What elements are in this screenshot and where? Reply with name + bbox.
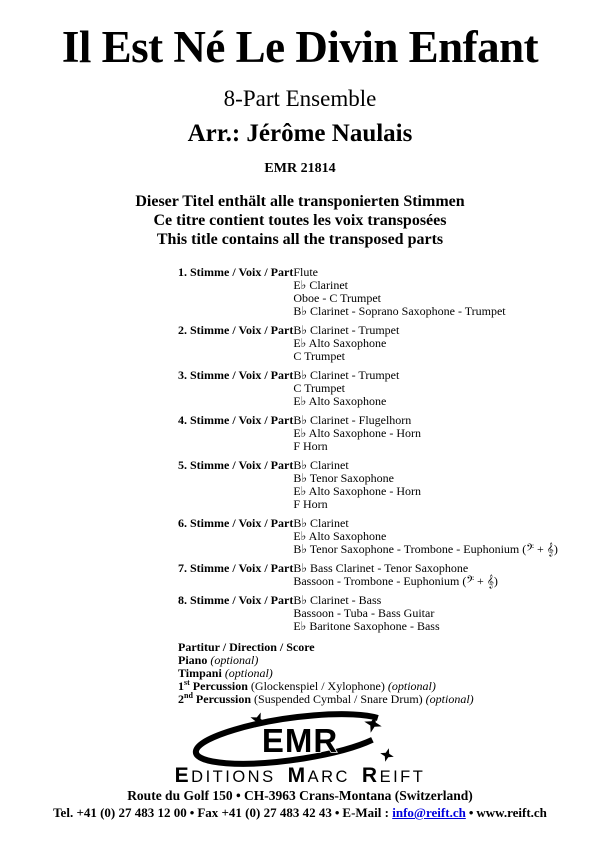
part-instruments (293, 369, 399, 408)
score-line-partitur: Partitur / Direction / Score (178, 640, 315, 654)
instrument-line: B♭ Clarinet - Flugelhorn (293, 413, 412, 427)
part-instruments (293, 324, 399, 363)
instrument-line: E♭ Alto Saxophone - Horn (293, 484, 421, 498)
parts-list (178, 266, 600, 633)
part-label: 2. Stimme / Voix / Part (178, 323, 294, 337)
score-line-piano: Piano (optional) (178, 653, 259, 667)
instrument-line: C Trumpet (293, 349, 346, 363)
part-label: 7. Stimme / Voix / Part (178, 561, 294, 575)
bullet-separator: • (334, 805, 340, 820)
star-icon (378, 746, 395, 763)
part-row-6 (178, 517, 600, 556)
instrument-line: B♭ Clarinet (293, 458, 349, 472)
instrument-line: E♭ Alto Saxophone (293, 394, 387, 408)
arranger-line: Arr.: Jérôme Naulais (187, 120, 413, 147)
instrument-line: B♭ Clarinet - Bass (293, 593, 382, 607)
instrument-line: F Horn (293, 439, 328, 453)
part-row-4 (178, 414, 600, 453)
score-line-percussion-2: 2nd Percussion (Suspended Cymbal / Snare Drum) (optional) (178, 691, 474, 706)
notice-french: Ce titre contient toutes les voix transposées (153, 212, 447, 229)
publisher-block (0, 711, 600, 821)
instrument-line-with-clefs: B♭ Tenor Saxophone - Trombone - Euphonium (𝄢 + 𝄞) (293, 542, 558, 556)
part-instruments (293, 562, 498, 588)
instrument-line: F Horn (293, 497, 328, 511)
contact-line (0, 805, 600, 821)
instrument-line-with-clefs: Bassoon - Trombone - Euphonium (𝄢 + 𝄞) (293, 574, 498, 588)
instrument-line: B♭ Bass Clarinet - Tenor Saxophone (293, 561, 469, 575)
part-instruments (293, 266, 505, 318)
part-instruments (293, 517, 558, 556)
bullet-separator: • (468, 805, 474, 820)
instrument-line: B♭ Clarinet - Trumpet (293, 368, 400, 382)
part-label: 3. Stimme / Voix / Part (178, 368, 294, 382)
tel-text: Tel. +41 (0) 27 483 12 00 (53, 805, 187, 820)
part-row-7 (178, 562, 600, 588)
email-link[interactable]: info@reift.ch (392, 805, 466, 820)
ensemble-subtitle: 8-Part Ensemble (223, 86, 377, 111)
score-line-timpani: Timpani (optional) (178, 666, 273, 680)
score-section (178, 641, 600, 706)
instrument-line: B♭ Clarinet - Soprano Saxophone - Trumpet (293, 304, 506, 318)
emr-logo-text: EMR (261, 722, 339, 759)
instrument-line: E♭ Alto Saxophone (293, 336, 387, 350)
publisher-word: EDITIONS (174, 764, 276, 787)
instrument-line: B♭ Clarinet - Trumpet (293, 323, 400, 337)
instrument-line: Flute (293, 265, 318, 279)
instrument-line: E♭ Alto Saxophone - Horn (293, 426, 421, 440)
part-instruments (293, 459, 421, 511)
part-label: 6. Stimme / Voix / Part (178, 516, 294, 530)
part-instruments (293, 414, 421, 453)
part-label: 4. Stimme / Voix / Part (178, 413, 294, 427)
notice-english: This title contains all the transposed parts (156, 231, 444, 248)
instrument-line: E♭ Clarinet (293, 278, 348, 292)
bullet-separator: • (189, 805, 195, 820)
instrument-line: B♭ Clarinet (293, 516, 349, 530)
publisher-name (0, 764, 600, 787)
fax-text: Fax +41 (0) 27 483 42 43 (197, 805, 332, 820)
instrument-line: Bassoon - Tuba - Bass Guitar (293, 606, 435, 620)
part-row-2 (178, 324, 600, 363)
instrument-line: E♭ Baritone Saxophone - Bass (293, 619, 440, 633)
page-title: Il Est Né Le Divin Enfant (61, 22, 539, 72)
publisher-word: REIFT (361, 764, 426, 787)
publisher-address: Route du Golf 150 • CH-3963 Crans-Montana (Switzerland) (127, 788, 473, 803)
publisher-word: MARC (287, 764, 350, 787)
transposed-parts-notices (0, 192, 600, 249)
score-line-percussion-1: 1st Percussion (Glockenspiel / Xylophone) (optional) (178, 678, 436, 693)
part-row-1 (178, 266, 600, 318)
part-label: 5. Stimme / Voix / Part (178, 458, 294, 472)
instrument-line: E♭ Alto Saxophone (293, 529, 387, 543)
notice-german: Dieser Titel enthält alle transponierten Stimmen (135, 193, 465, 210)
part-row-3 (178, 369, 600, 408)
catalog-number: EMR 21814 (264, 161, 336, 176)
part-row-5 (178, 459, 600, 511)
instrument-line: C Trumpet (293, 381, 346, 395)
part-row-8 (178, 594, 600, 633)
website-text: www.reift.ch (476, 805, 547, 820)
instrument-line: Oboe - C Trumpet (293, 291, 382, 305)
email-label: E-Mail : (342, 805, 389, 820)
part-instruments (293, 594, 439, 633)
emr-logo (190, 711, 410, 767)
instrument-line: B♭ Tenor Saxophone (293, 471, 394, 485)
part-label: 1. Stimme / Voix / Part (178, 265, 294, 279)
part-label: 8. Stimme / Voix / Part (178, 593, 294, 607)
